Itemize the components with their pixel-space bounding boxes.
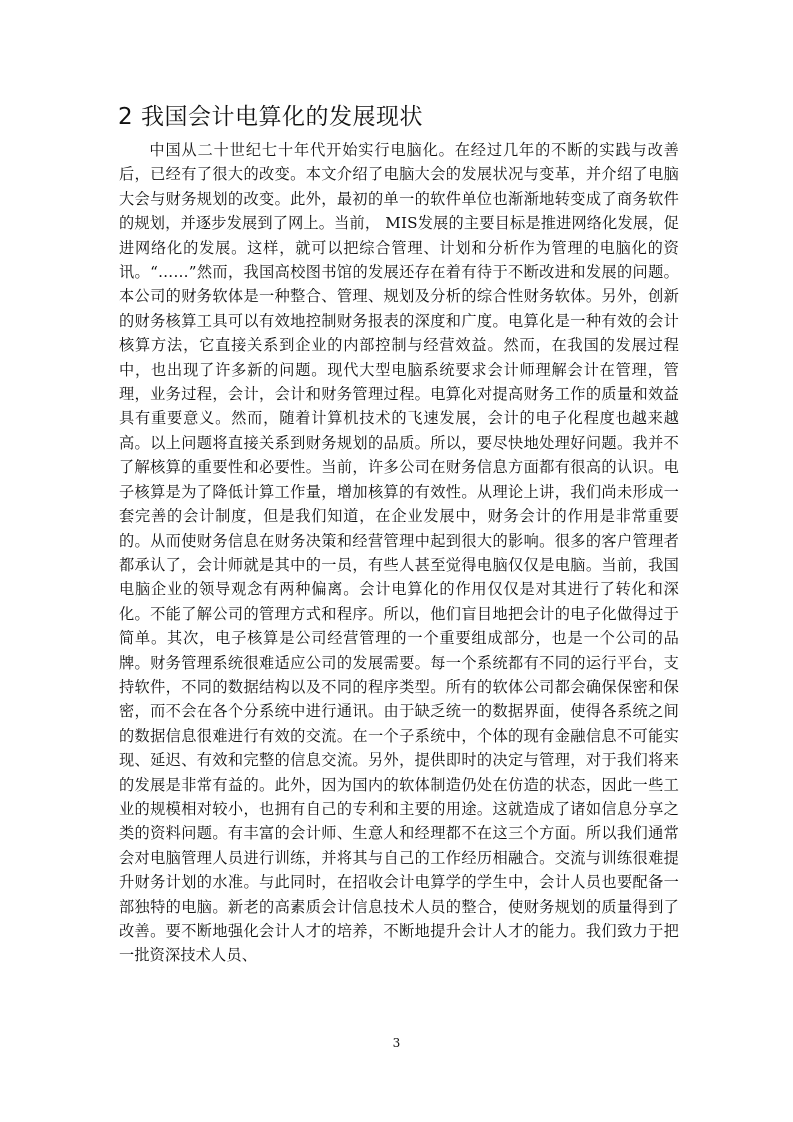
page-number: 3	[392, 1036, 401, 1050]
section-heading: 2 我国会计电算化的发展现状	[118, 104, 423, 130]
body-paragraph: 中国从二十世纪七十年代开始实行电脑化。在经过几年的不断的实践与改善后，已经有了很大的改变。本文介绍了电脑大会的发展状况与变革，并介绍了电脑大会与财务规划的改变。此外，最初的单一的软件单位也渐渐地转变成了商务软件的规划，并逐步发展到了网上。当前， MIS发展的主要目标是推进网络化发展，促进网络化的发展。这样，就可以把综合管理、计划和分析作为管理的电脑化的资讯。“……”然而，我国高校图书馆的发展还存在着有待于不断改进和发展的问题。本公司的财务软体是一种整合、管理、规划及分析的综合性财务软体。另外，创新的财务核算工具可以有效地控制财务报表的深度和广度。电算化是一种有效的会计核算方法，它直接关系到企业的内部控制与经营效益。然而，在我国的发展过程中，也出现了许多新的问题。现代大型电脑系统要求会计师理解会计在管理，管理，业务过程，会计，会计和财务管理过程。电算化对提高财务工作的质量和效益具有重要意义。然而，随着计算机技术的飞速发展，会计的电子化程度也越来越高。以上问题将直接关系到财务规划的品质。所以，要尽快地处理好问题。我并不了解核算的重要性和必要性。当前，许多公司在财务信息方面都有很高的认识。电子核算是为了降低计算工作量，增加核算的有效性。从理论上讲，我们尚未形成一套完善的会计制度，但是我们知道，在企业发展中，财务会计的作用是非常重要的。从而使财务信息在财务决策和经营管理中起到很大的影响。很多的客户管理者都承认了，会计师就是其中的一员，有些人甚至觉得电脑仅仅是电脑。当前，我国电脑企业的领导观念有两种偏离。会计电算化的作用仅仅是对其进行了转化和深化。不能了解公司的管理方式和程序。所以，他们盲目地把会计的电子化做得过于简单。其次，电子核算是公司经营管理的一个重要组成部分，也是一个公司的品牌。财务管理系统很难适应公司的发展需要。每一个系统都有不同的运行平台，支持软件，不同的数据结构以及不同的程序类型。所有的软体公司都会确保保密和保密，而不会在各个分系统中进行通讯。由于缺乏统一的数据界面，使得各系统之间的数据信息很难进行有效的交流。在一个子系统中，个体的现有金融信息不可能实现、延迟、有效和完整的信息交流。另外，提供即时的决定与管理，对于我们将来的发展是非常有益的。此外，因为国内的软体制造仍处在仿造的状态，因此一些工业的规模相对较小，也拥有自己的专利和主要的用途。这就造成了诸如信息分享之类的资料问题。有丰富的会计师、生意人和经理都不在这三个方面。所以我们通常会对电脑管理人员进行训练，并将其与自己的工作经历相融合。交流与训练很难提升财务计划的水准。与此同时，在招收会计电算学的学生中，会计人员也要配备一部独特的电脑。新老的高素质会计信息技术人员的整合，使财务规划的质量得到了改善。要不断地强化会计人才的培养，不断地提升会计人才的能力。我们致力于把一批资深技术人员、	[119, 141, 679, 965]
